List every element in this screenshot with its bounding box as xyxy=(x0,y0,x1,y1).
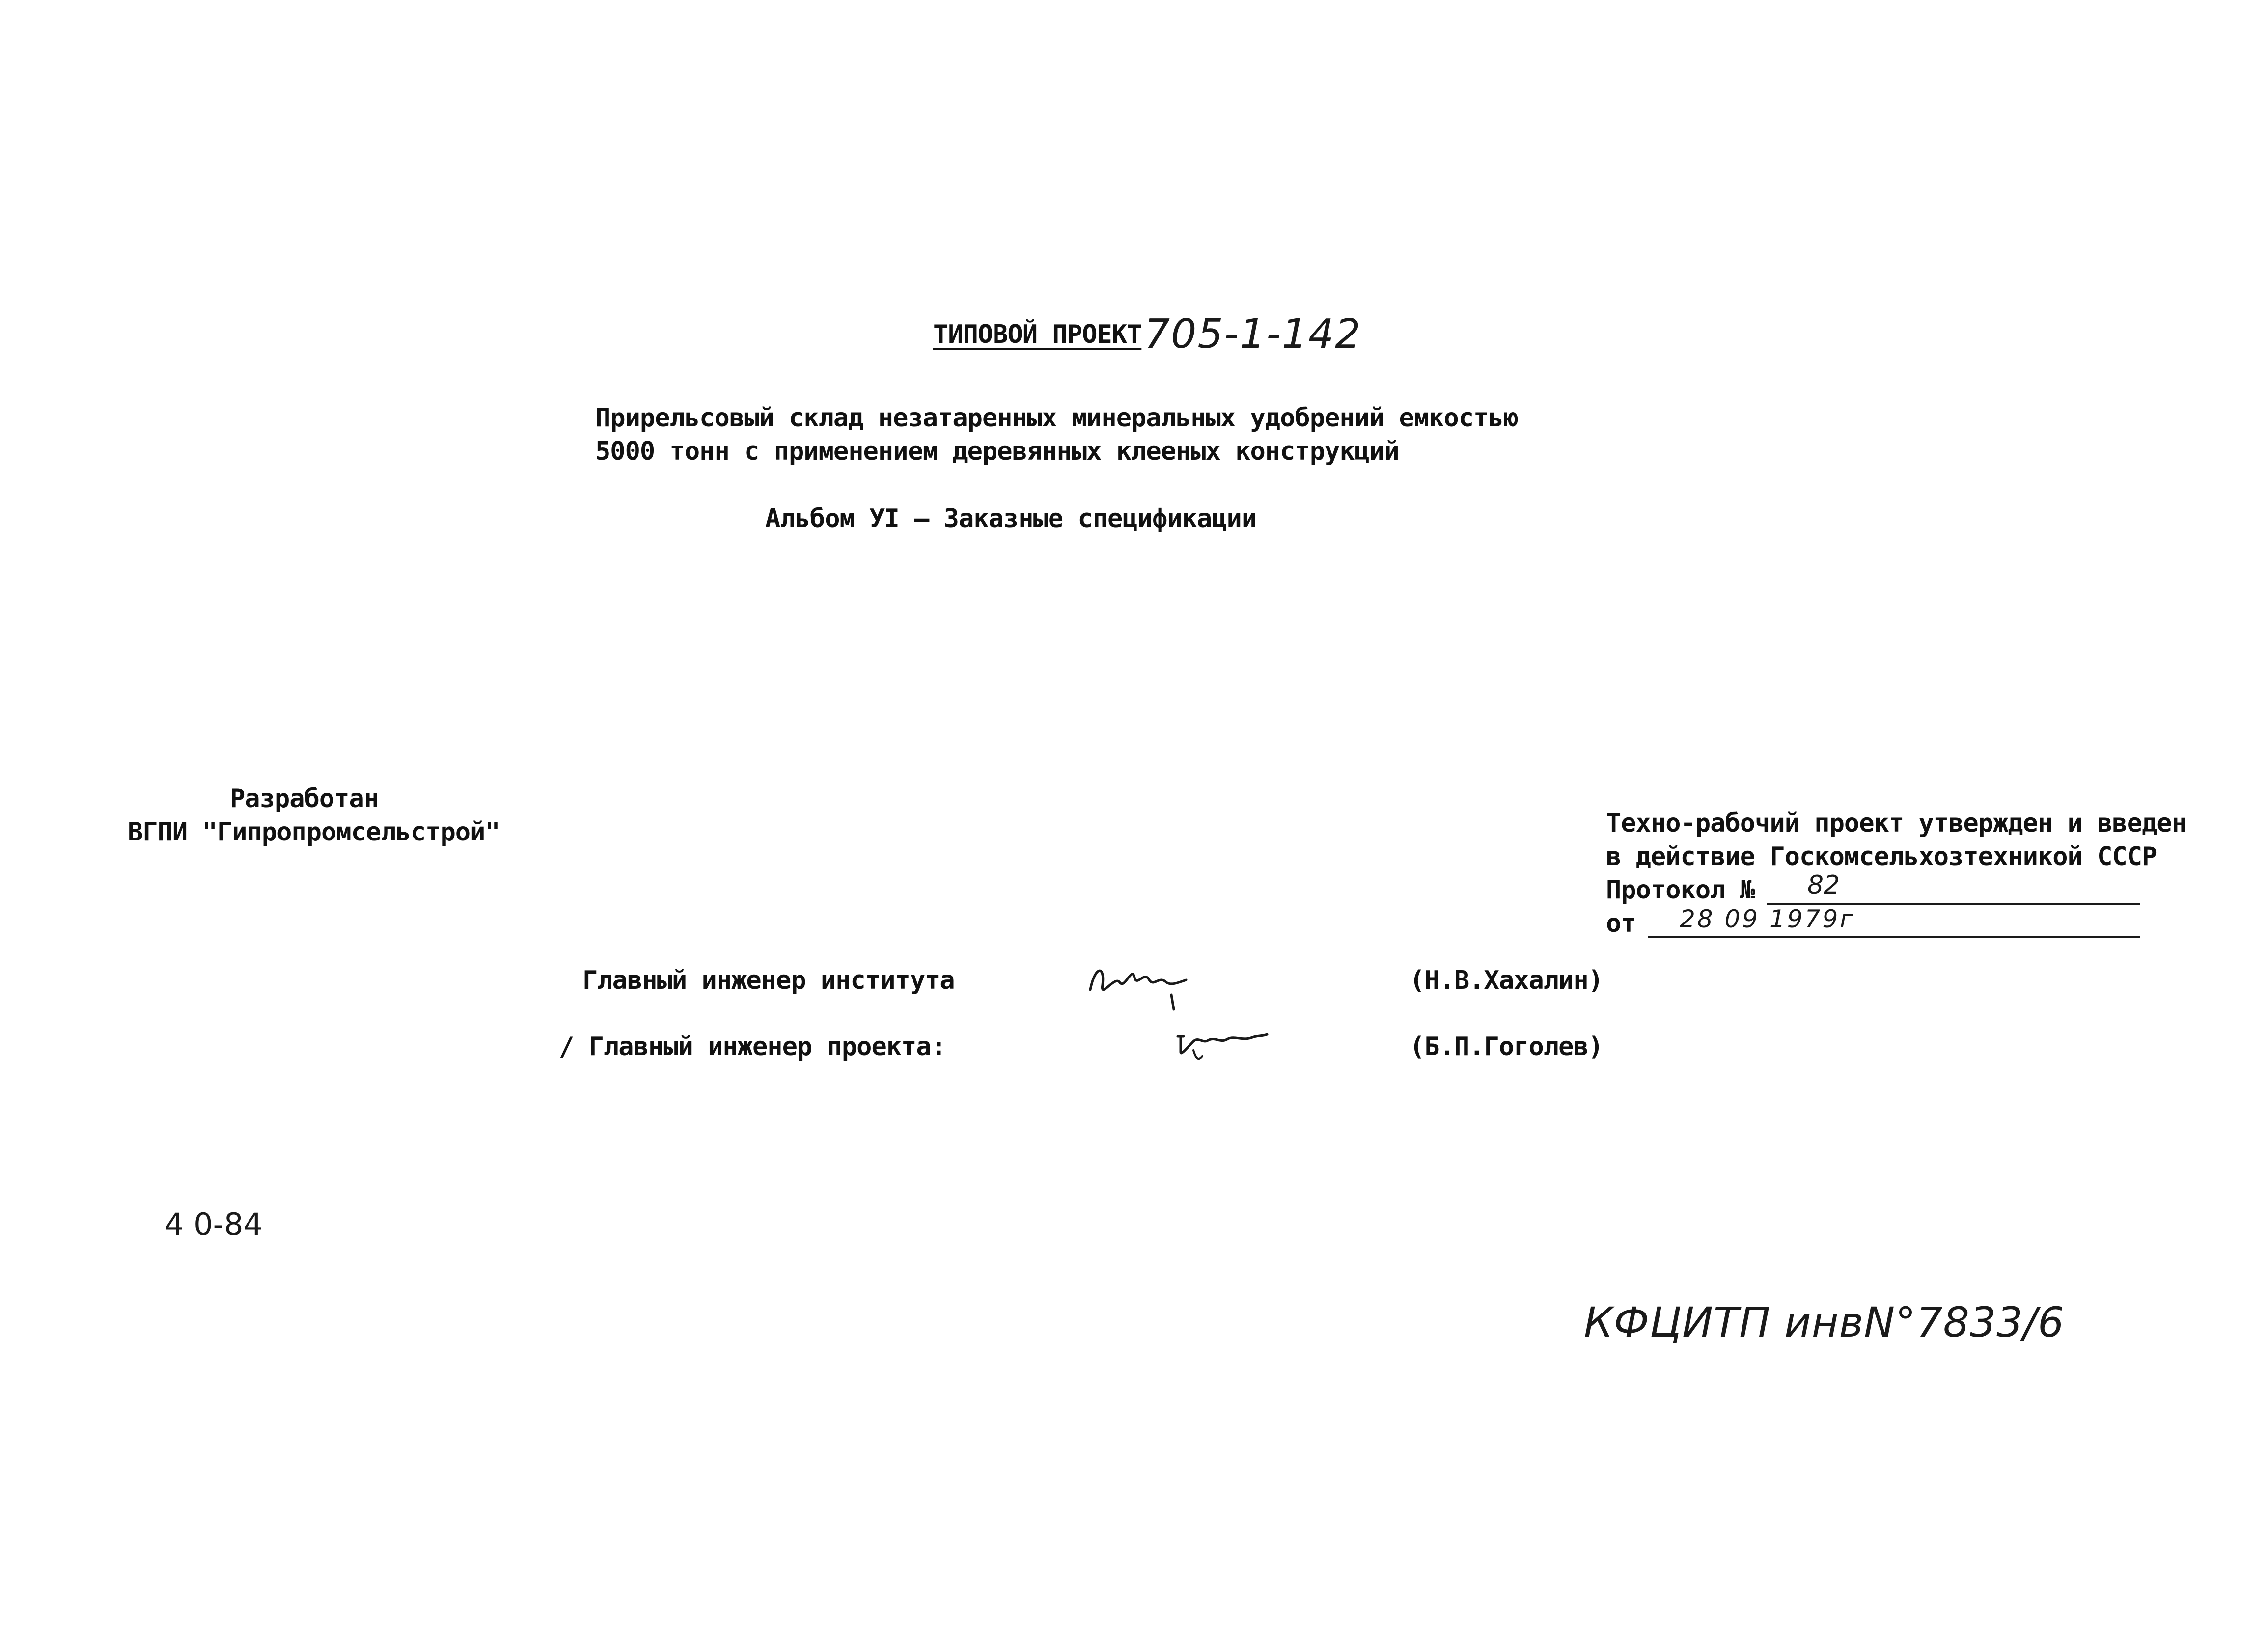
date-rule xyxy=(1648,936,2140,938)
signature-scribble-2 xyxy=(1174,1022,1272,1066)
signature-name-khakhalin: (Н.В.Хахалин) xyxy=(1410,966,1603,995)
album-title: Альбом УI – Заказные спецификации xyxy=(765,504,1257,533)
developer-label: Разработан xyxy=(230,784,379,813)
signature-name-gogolev: (Б.П.Гоголев) xyxy=(1410,1032,1603,1061)
date-value: 28 09 1979г xyxy=(1680,905,1855,933)
developer-organization: ВГПИ "Гипропромсельстрой" xyxy=(128,817,500,847)
project-label: ТИПОВОЙ ПРОЕКТ xyxy=(933,320,1142,349)
approval-line-2: в действие Госкомсельхозтехникой СССР xyxy=(1606,842,2157,871)
protocol-label: Протокол № xyxy=(1606,875,1755,905)
signature-scribble-1 xyxy=(1085,955,1203,1014)
inventory-number: КФЦИТП инвN°7833/6 xyxy=(1584,1298,2065,1346)
approval-line-1: Техно-рабочий проект утвержден и введен xyxy=(1606,809,2186,838)
date-label: от xyxy=(1606,909,1636,938)
protocol-number: 82 xyxy=(1807,870,1840,900)
signature-role-chief-engineer-institute: Главный инженер института xyxy=(582,966,955,995)
description-line-1: Прирельсовый склад незатаренных минеральных удобрений емкостью xyxy=(595,403,1519,433)
left-handwritten-note: 4 0-84 xyxy=(165,1206,263,1242)
description-line-2: 5000 тонн с применением деревянных клееных конструкций xyxy=(595,437,1399,466)
signature-role-chief-engineer-project: / Главный инженер проекта: xyxy=(559,1032,946,1061)
project-number: 705-1-142 xyxy=(1144,311,1362,358)
